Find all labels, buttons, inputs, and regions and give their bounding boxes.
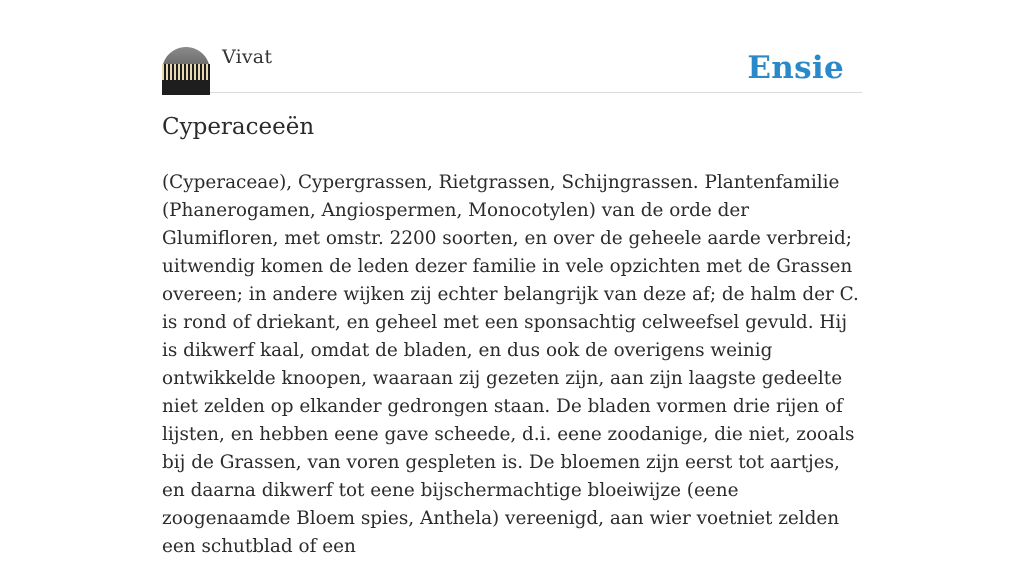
avatar-shade — [162, 80, 210, 95]
article-body: (Cyperaceae), Cypergrassen, Rietgrassen, Schijngrassen. Plantenfamilie (Phanerogamen, Angiospermen, Monocotylen) van de orde der Glumifloren, met omstr. 2200 soorten, en over de geheele aarde verbreid; uitwendig komen de leden dezer familie in vele opzichten met de Grassen overeen; in andere wijken zij echter belangrijk van deze af; de halm der C. is rond of driekant, en geheel met een sponsachtig celweefsel gevuld. Hij is dikwerf kaal, omdat de bladen, en dus ook de overigens weinig ontwikkelde knoopen, waaraan zij gezeten zijn, aan zijn laagste gedeelte niet zelden op elkander gedrongen staan. De bladen vormen drie rijen of lijsten, en hebben eene gave scheede, d.i. eene zoodanige, die niet, zooals bij de Grassen, van voren gespleten is. De bloemen zijn eerst tot aartjes, en daarna dikwerf tot eene bijschermachtige bloeiwijze (eene zoogenaamde Bloem spies, Anthela) vereenigd, aan wier voetniet zelden een schutblad of een — [162, 172, 859, 557]
author-name[interactable]: Vivat — [222, 46, 273, 68]
site-logo[interactable]: Ensie — [747, 50, 844, 86]
page-title: Cyperaceeën — [162, 114, 315, 140]
header — [162, 46, 862, 93]
avatar[interactable] — [162, 47, 210, 95]
avatar-band — [162, 64, 210, 80]
